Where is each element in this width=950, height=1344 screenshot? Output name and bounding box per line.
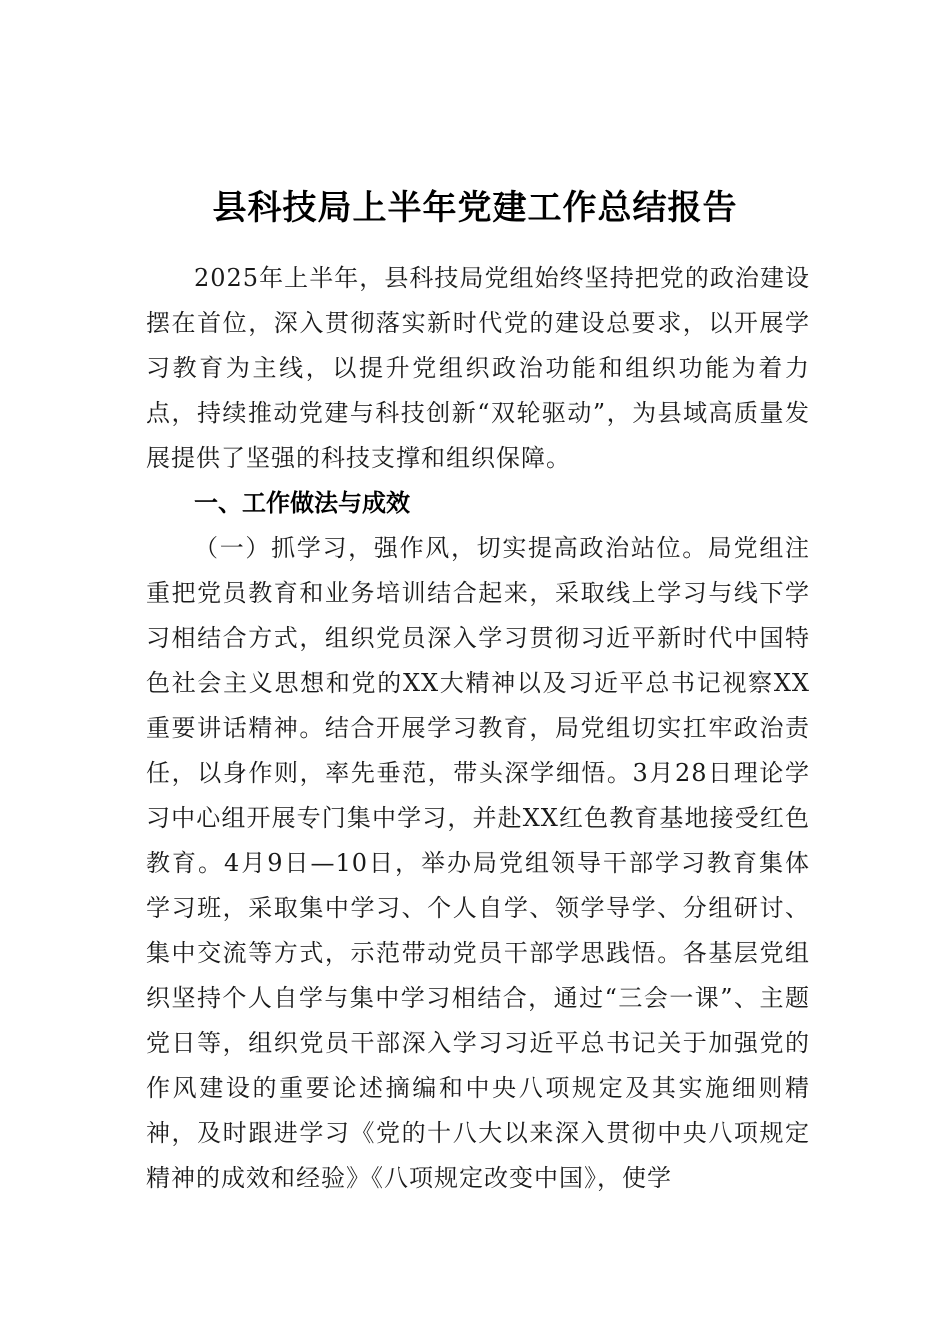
subsection-text: 局党组注重把党员教育和业务培训结合起来，采取线上学习与线下学习相结合方式，组织党员深入学习贯彻习近平新时代中国特色社会主义思想和党的XX大精神以及习近平总书记视察XX重要讲话精神。结合开展学习教育，局党组切实扛牢政治责任，以身作则，率先垂范，带头深学细悟。3月28日理论学习中心组开展专门集中学习，并赴XX红色教育基地接受红色教育。4月9日—10日，举办局党组领导干部学习教育集体学习班，采取集中学习、个人自学、领学导学、分组研讨、集中交流等方式，示范带动党员干部学思践悟。各基层党组织坚持个人自学与集中学习相结合，通过“三会一课”、主题党日等，组织党员干部深入学习习近平总书记关于加强党的作风建设的重要论述摘编和中央八项规定及其实施细则精神，及时跟进学习《党的十八大以来深入贯彻中央八项规定精神的成效和经验》《八项规定改变中国》，使学 (146, 534, 811, 1192)
subsection-paragraph (146, 526, 810, 1201)
document-title: 县科技局上半年党建工作总结报告 (212, 187, 738, 228)
section-heading: 一、工作做法与成效 (194, 489, 410, 517)
subsection-heading: （一）抓学习，强作风，切实提高政治站位。 (194, 534, 708, 562)
intro-paragraph: 2025年上半年，县科技局党组始终坚持把党的政治建设摆在首位，深入贯彻落实新时代党的建设总要求，以开展学习教育为主线，以提升党组织政治功能和组织功能为着力点，持续推动党建与科技创新“双轮驱动”，为县域高质量发展提供了坚强的科技支撑和组织保障。 (146, 264, 810, 472)
